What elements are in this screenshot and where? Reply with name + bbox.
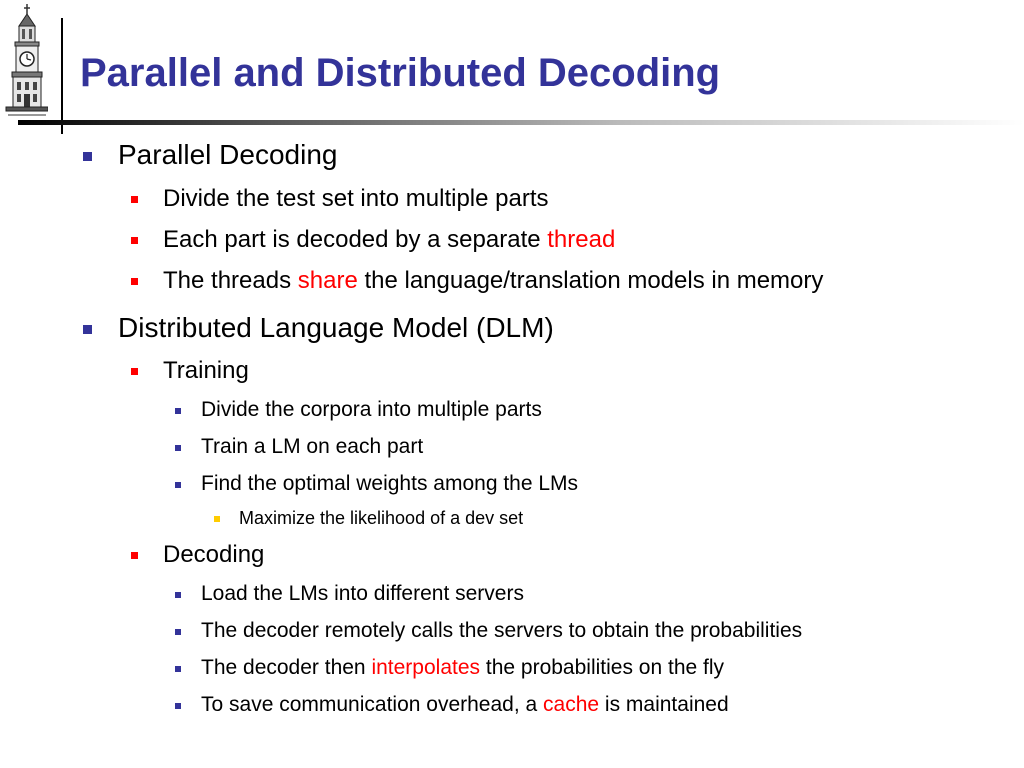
bullet-text: Distributed Language Model (DLM) <box>118 312 554 343</box>
bullet-marker <box>131 196 138 203</box>
bullet-distributed-lm <box>118 311 554 345</box>
bullet-text: Divide the test set into multiple parts <box>163 185 549 212</box>
bullet-text-suffix: is maintained <box>599 693 729 716</box>
bullet-marker <box>131 278 138 285</box>
bullet-text: Decoding <box>163 541 265 568</box>
bullet-marker <box>175 703 181 709</box>
bullet-cache <box>201 692 729 718</box>
bullet-text-suffix: the language/translation models in memory <box>357 267 824 294</box>
highlight-interpolates: interpolates <box>371 656 481 679</box>
bullet-each-part-thread <box>163 225 615 255</box>
highlight-share: share <box>297 267 358 294</box>
bullet-find-weights <box>201 471 578 497</box>
bullet-marker <box>214 516 220 522</box>
bullet-training <box>163 356 249 386</box>
bullet-threads-share <box>163 266 823 296</box>
bullet-text: Training <box>163 357 249 384</box>
bullet-text-suffix: the probabilities on the fly <box>480 656 725 679</box>
bullet-marker <box>175 482 181 488</box>
bullet-text: Each part is decoded by a separate <box>163 226 548 253</box>
bullet-decoding <box>163 540 264 570</box>
bullet-remote-calls <box>201 618 802 644</box>
bullet-maximize-likelihood <box>239 507 523 529</box>
bullet-marker <box>83 152 92 161</box>
bullet-marker <box>131 552 138 559</box>
bullet-text: The decoder then <box>201 656 372 679</box>
bullet-marker <box>175 666 181 672</box>
bullet-load-lms <box>201 581 524 607</box>
bullet-text: To save communication overhead, a <box>201 693 544 716</box>
bullet-interpolates <box>201 655 724 681</box>
bullet-text: The threads <box>163 267 298 294</box>
bullet-marker <box>175 445 181 451</box>
bullet-train-lm <box>201 434 423 460</box>
bullet-text: Train a LM on each part <box>201 435 424 458</box>
bullet-marker <box>175 408 181 414</box>
bullet-text: Maximize the likelihood of a dev set <box>239 508 524 528</box>
bullet-text: Load the LMs into different servers <box>201 582 524 605</box>
bullet-text: The decoder remotely calls the servers to obtain the probabilities <box>201 619 803 642</box>
bullet-marker <box>175 629 181 635</box>
highlight-thread: thread <box>547 226 616 253</box>
bullet-divide-test-set <box>163 184 549 214</box>
bullet-marker <box>131 237 138 244</box>
bullet-text: Parallel Decoding <box>118 139 338 170</box>
bullet-divide-corpora <box>201 397 542 423</box>
bullet-text: Divide the corpora into multiple parts <box>201 398 542 421</box>
slide-title: Parallel and Distributed Decoding <box>80 51 721 95</box>
bullet-marker <box>131 368 138 375</box>
bullet-marker <box>83 325 92 334</box>
bullet-parallel-decoding <box>118 138 337 172</box>
bullet-marker <box>175 592 181 598</box>
highlight-cache: cache <box>543 693 600 716</box>
bullet-text: Find the optimal weights among the LMs <box>201 472 579 495</box>
